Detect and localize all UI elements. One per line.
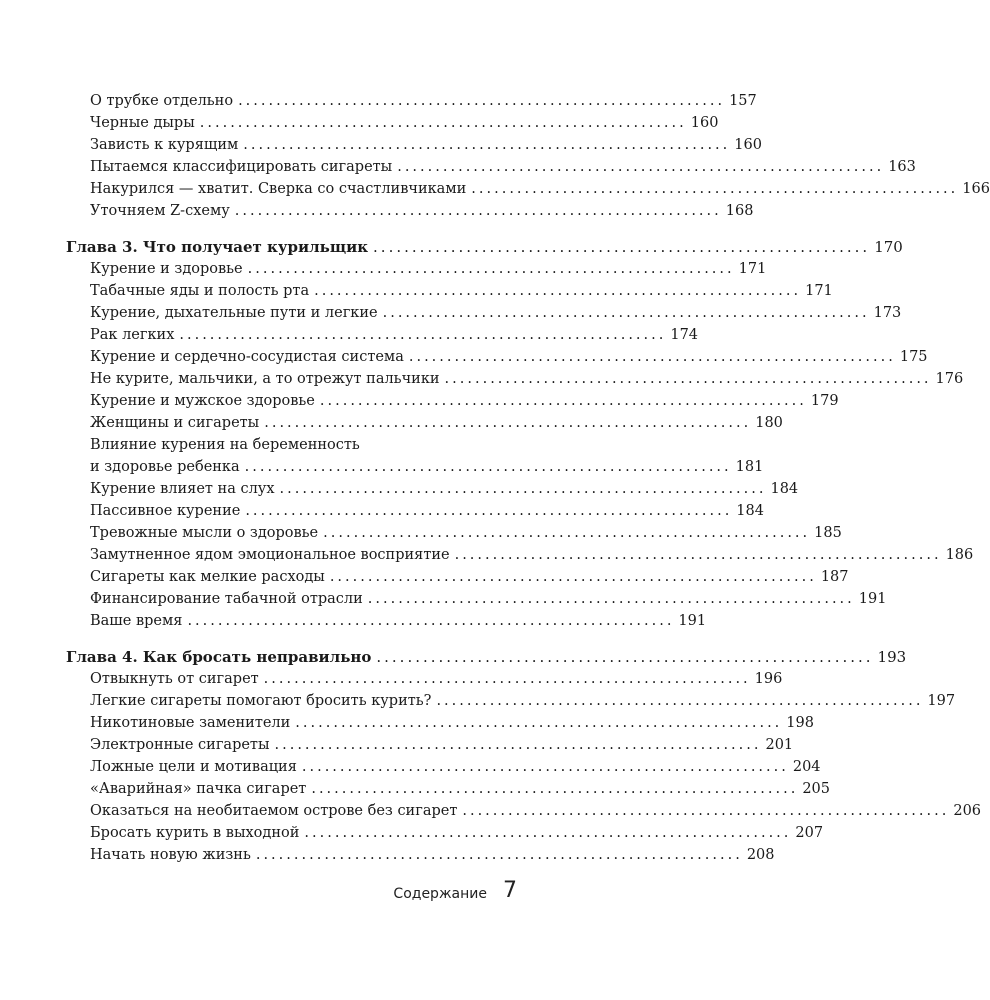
toc-entry [66,302,902,324]
toc-entry [66,200,754,222]
toc-entry-page: 198 [786,715,814,731]
dot-leader: ................................................................ [187,613,675,629]
toc-entry-title: Накурился — хватит. Сверка со счастливчиками [90,181,467,197]
dot-leader: ................................................................ [314,283,802,299]
toc-entry-page: 191 [858,591,887,607]
toc-entry-page: 201 [765,737,794,753]
running-footer-title: Содержание [393,886,487,902]
toc-entry-title: Зависть к курящим [90,137,239,153]
toc-entry [66,566,849,588]
toc-entry [66,90,757,112]
dot-leader: ................................................................ [243,137,731,153]
toc-entry [66,178,990,200]
toc-entry-title: Ложные цели и мотивация [90,759,297,775]
toc-entry-title: Замутненное ядом эмоциональное восприятие [90,547,450,563]
toc-entry-title: Уточняем Z-схему [90,203,230,219]
dot-leader: ................................................................ [255,847,743,863]
toc-entry-title: Бросать курить в выходной [90,825,300,841]
toc-entry [66,544,974,566]
toc-entry-title: Курение и мужское здоровье [90,393,315,409]
dot-leader: ................................................................ [238,93,726,109]
toc-entry-multiline [66,434,764,478]
toc-entry [66,412,783,434]
dot-leader: ................................................................ [373,238,871,256]
dot-leader: ................................................................ [311,781,799,797]
toc-entry-page: 206 [953,803,982,819]
toc-entry [66,712,814,734]
dot-leader: ................................................................ [471,181,959,197]
dot-leader: ................................................................ [444,371,932,387]
toc-entry [66,390,839,412]
toc-entry-page: 160 [690,115,719,131]
toc-entry [66,522,842,544]
toc-entry-page: 160 [734,137,762,153]
dot-leader: ................................................................ [304,825,792,841]
toc-entry [66,500,764,522]
toc-entry [66,478,799,500]
toc-entry-title: Отвыкнуть от сигарет [90,671,259,687]
dot-leader: ................................................................ [397,159,885,175]
dot-leader: ................................................................ [367,591,855,607]
dot-leader: ................................................................ [263,671,751,687]
toc-entry-page: 179 [810,393,839,409]
dot-leader: ................................................................ [329,569,817,585]
dot-leader: ................................................................ [274,737,762,753]
toc-entry-page: 180 [755,415,783,431]
dot-leader: ................................................................ [245,503,733,519]
toc-entry-title: Никотиновые заменители [90,715,291,731]
dot-leader: ................................................................ [264,415,752,431]
toc-entry [66,822,824,844]
toc-entry-page: 176 [935,371,964,387]
toc-entry-page: 187 [820,569,849,585]
dot-leader: ................................................................ [323,525,811,541]
dot-leader: ................................................................ [234,203,722,219]
toc-entry-title: Табачные яды и полость рта [90,283,310,299]
dot-leader: ................................................................ [179,327,667,343]
toc-entry-title-line1: Влияние курения на беременность [90,437,360,453]
toc-entry [66,778,831,800]
dot-leader: ................................................................ [301,759,789,775]
toc-entry-page: 197 [927,693,956,709]
toc-entry-title: Женщины и сигареты [90,415,260,431]
toc-entry-page: 191 [678,613,707,629]
toc-entry [66,346,928,368]
toc-entry-title: О трубке отдельно [90,93,234,109]
toc-entry-title: Легкие сигареты помогают бросить курить? [90,693,432,709]
toc-entry [66,324,699,346]
toc-entry-page: 196 [754,671,783,687]
toc-entry-title: Курение влияет на слух [90,481,275,497]
dot-leader: ................................................................ [436,693,924,709]
toc-entry-title: Тревожные мысли о здоровье [90,525,319,541]
toc-entry [66,756,821,778]
dot-leader: ................................................................ [382,305,870,321]
dot-leader: ................................................................ [454,547,942,563]
dot-leader: ................................................................ [462,803,950,819]
toc-entry-page: 173 [873,305,902,321]
dot-leader: ................................................................ [376,648,874,666]
toc-entry-title: Финансирование табачной отрасли [90,591,363,607]
dot-leader: ................................................................ [295,715,783,731]
toc-entry-page: 205 [802,781,831,797]
toc-entry [66,134,762,156]
toc-entry-page: 181 [735,459,764,475]
toc-entry-page: 157 [729,93,757,109]
toc-entry [66,258,767,280]
toc-entry-title: Черные дыры [90,115,195,131]
chapter-title: Глава 3. Что получает курильщик [66,238,369,256]
chapter-title: Глава 4. Как бросать неправильно [66,648,372,666]
toc-entry [66,588,887,610]
toc-entry-title: Начать новую жизнь [90,847,251,863]
toc-entry-title: Курение и сердечно-сосудистая система [90,349,404,365]
toc-entry [66,690,956,712]
toc-entry [66,844,775,866]
toc-entry-page: 175 [899,349,928,365]
toc-entry-title: Рак легких [90,327,175,343]
toc-entry [66,734,794,756]
toc-entry-page: 186 [945,547,974,563]
toc-entry [66,668,783,690]
toc-entry-title: Электронные сигареты [90,737,270,753]
toc-entry [66,610,707,632]
page-number: 7 [503,878,517,903]
toc-entry-page: 185 [814,525,842,541]
toc-entry-page: 204 [792,759,821,775]
toc-entry [66,368,964,390]
toc-entry-page: 166 [962,181,990,197]
dot-leader: ................................................................ [279,481,767,497]
chapter-page: 193 [877,648,907,666]
chapter-page: 170 [874,238,903,256]
toc-entry-page: 184 [770,481,799,497]
toc-entry-page: 171 [805,283,833,299]
toc-entry-page: 163 [888,159,916,175]
toc-entry-page: 184 [736,503,764,519]
toc-entry-title: Не курите, мальчики, а то отрежут пальчики [90,371,440,387]
toc-entry-title: «Аварийная» пачка сигарет [90,781,307,797]
toc-entry [66,156,916,178]
toc-entry-title: Сигареты как мелкие расходы [90,569,325,585]
dot-leader: ................................................................ [247,261,735,277]
dot-leader: ................................................................ [408,349,896,365]
toc-entry-title: Оказаться на необитаемом острове без сигарет [90,803,458,819]
dot-leader: ................................................................ [244,459,732,475]
toc-entry-title: Пытаемся классифицировать сигареты [90,159,393,175]
toc-entry-page: 168 [725,203,754,219]
toc-entry-title: Пассивное курение [90,503,241,519]
chapter-heading-3 [66,236,903,258]
chapter-heading-4 [66,646,907,668]
toc-entry-page: 207 [795,825,824,841]
dot-leader: ................................................................ [199,115,687,131]
toc-entry [66,800,982,822]
toc-entry-page: 171 [738,261,767,277]
toc-entry [66,280,833,302]
dot-leader: ................................................................ [319,393,807,409]
table-of-contents [66,90,990,866]
toc-entry-page: 174 [670,327,699,343]
toc-entry-page: 208 [746,847,775,863]
toc-entry-title: Курение и здоровье [90,261,243,277]
toc-entry-title: Курение, дыхательные пути и легкие [90,305,378,321]
toc-entry-title-line2: и здоровье ребенка [90,459,240,475]
toc-entry [66,112,719,134]
page-footer [0,878,619,908]
toc-entry-title: Ваше время [90,613,183,629]
